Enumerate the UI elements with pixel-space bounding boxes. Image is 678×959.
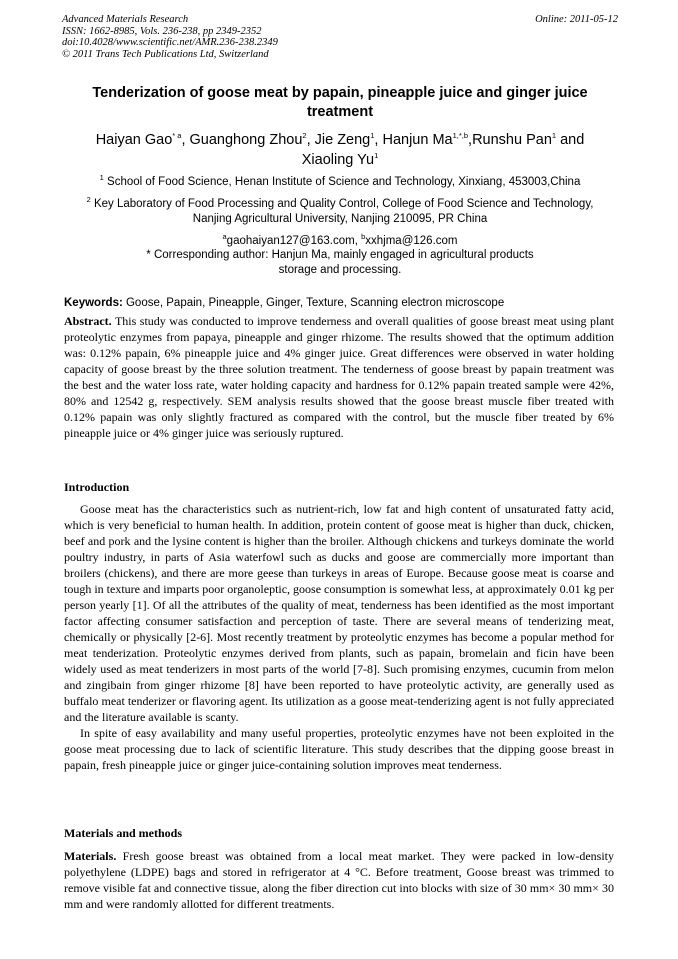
corresponding-author: * Corresponding author: Hanjun Ma, mainly engaged in agricultural products storage and processing. xyxy=(146,249,534,276)
journal-name: Advanced Materials Research xyxy=(62,14,189,25)
abstract-text: This study was conducted to improve tenderness and overall qualities of goose breast meat using plant proteolytic enzymes from papaya, pineapple and ginger rhizome. The results showed that the optimum addition was: 0.12% papain, 6% pineapple juice and 4% ginger juice. Great differences were observed in water holding capacity of goose breast by the three solution treatment. The tenderness of goose breast by papain treatment was the best and the water loss rate, water holding capacity and hardness for 0.12% papain treated sample were 42%, 80% and 12542 g, respectively. SEM analysis results showed that the goose breast muscle fiber treated with 0.12% papain was only slightly fractured as compared with the control, but the muscle fiber treated by 6% pineapple juice or 4% ginger juice was seriously ruptured. xyxy=(64,314,614,440)
methods-heading: Materials and methods xyxy=(64,826,182,840)
author-sup: 1,*,b xyxy=(452,131,469,141)
materials-text: Fresh goose breast was obtained from a local meat market. They were packed in low-density polyethylene (LDPE) bags and stored in refrigerator at 4 °C. Before treatment, Goose breast was trimmed to remove visible fat and connective tissue, along the fiber direction cut into blocks with size of 30 mm× 30 mm× 30 mm and were randomly allotted for different treatments. xyxy=(64,849,614,911)
author-sup: 1 xyxy=(374,151,379,161)
author-separator: , xyxy=(181,132,190,148)
affiliation-2 xyxy=(62,197,618,227)
author-list xyxy=(62,130,618,170)
journal-header xyxy=(62,14,618,60)
author-separator: , xyxy=(468,132,473,148)
author-name: Runshu Pan xyxy=(472,132,552,148)
author-sup: 2 xyxy=(302,131,307,141)
author-separator: and xyxy=(556,132,585,148)
materials-paragraph xyxy=(64,848,614,912)
materials-label: Materials. xyxy=(64,849,117,863)
keywords-text: Goose, Papain, Pineapple, Ginger, Texture, Scanning electron microscope xyxy=(122,297,505,309)
introduction-body xyxy=(64,501,614,773)
affiliation-text: School of Food Science, Henan Institute of Science and Technology, Xinxiang, 453003,China xyxy=(107,176,581,188)
introduction-paragraph-1: Goose meat has the characteristics such as nutrient-rich, low fat and high content of unsaturated fatty acid, which is very beneficial to human health. In addition, protein content of goose meat is higher than duck, chicken, beef and pork and the lysine content is higher than the broiler. Although chickens and turkeys dominate the world poultry industry, in parts of Asia waterfowl such as ducks and goose are commercially more important than broilers (chickens), and there are more geese than turkeys in areas of Europe. Because goose meat is coarse and tough in texture and imparts poor organoleptic, goose consumption is somewhat less, at approximately 0.01 kg per person yearly [1]. Of all the attributes of the quality of meat, tenderness has been identified as the most important factor affecting consumer satisfaction and perception of taste. There are several means of tenderizing meat, chemically or physically [2-6]. Most recently treatment by proteolytic enzymes has become a popular method for meat tenderization. Proteolytic enzymes derived from plants, such as papain, bromelain and ficin have been widely used as meat tenderizers in most parts of the world [7-8]. Such promising enzymes, cucumin from melon and zingibain from ginger rhizome [8] have been reported to have proteolytic activity, are generally used as buffalo meat tenderizer or flavoring agent. Its utilization as a goose meat-tenderizing agent is not fully appreciated and the literature available is scanty. xyxy=(64,502,615,724)
author-sup: * a xyxy=(172,131,182,141)
paper-title: Tenderization of goose meat by papain, pineapple juice and ginger juice treatment xyxy=(92,85,588,120)
keywords-label: Keywords: xyxy=(64,297,123,309)
author-name: Guanghong Zhou xyxy=(189,132,303,148)
abstract-label: Abstract. xyxy=(64,314,112,328)
author-sup: 1 xyxy=(551,131,557,141)
doi-line: doi:10.4028/www.scientific.net/AMR.236-238.2349 xyxy=(62,37,278,48)
keywords xyxy=(64,296,614,311)
email-sup-a: a xyxy=(222,232,227,242)
abstract xyxy=(64,313,614,441)
author-separator: , xyxy=(306,132,315,148)
copyright-line: © 2011 Trans Tech Publications Ltd, Switzerland xyxy=(62,48,269,60)
author-name: Hanjun Ma xyxy=(382,132,453,148)
affiliation-text: Key Laboratory of Food Processing and Quality Control, College of Food Science and Technology, Nanjing Agricultural University, Nanjing 210095, PR China xyxy=(93,198,594,225)
author-name: Xiaoling Yu xyxy=(301,152,375,168)
affiliation-sup: 1 xyxy=(99,173,104,183)
author-name: Jie Zeng xyxy=(314,132,371,148)
email-b: xxhjma@126.com xyxy=(365,235,458,247)
email-a: gaohaiyan127@163.com, xyxy=(226,235,362,247)
online-date: Online: 2011-05-12 xyxy=(535,14,618,25)
issn-line: ISSN: 1662-8985, Vols. 236-238, pp 2349-2352 xyxy=(62,25,262,37)
affiliation-sup: 2 xyxy=(86,195,91,205)
introduction-heading: Introduction xyxy=(64,480,130,494)
affiliation-1 xyxy=(62,175,618,190)
author-name: Haiyan Gao xyxy=(95,132,173,148)
email-sup-b: b xyxy=(361,232,366,242)
author-separator: , xyxy=(374,132,383,148)
email-line xyxy=(62,234,618,249)
introduction-paragraph-2: In spite of easy availability and many useful properties, proteolytic enzymes have not been exploited in the goose meat processing due to lack of scientific literature. This study describes that the dipping goose breast in papain, fresh pineapple juice or ginger juice-containing solution improves meat tenderness. xyxy=(64,726,614,772)
author-sup: 1 xyxy=(370,131,375,141)
